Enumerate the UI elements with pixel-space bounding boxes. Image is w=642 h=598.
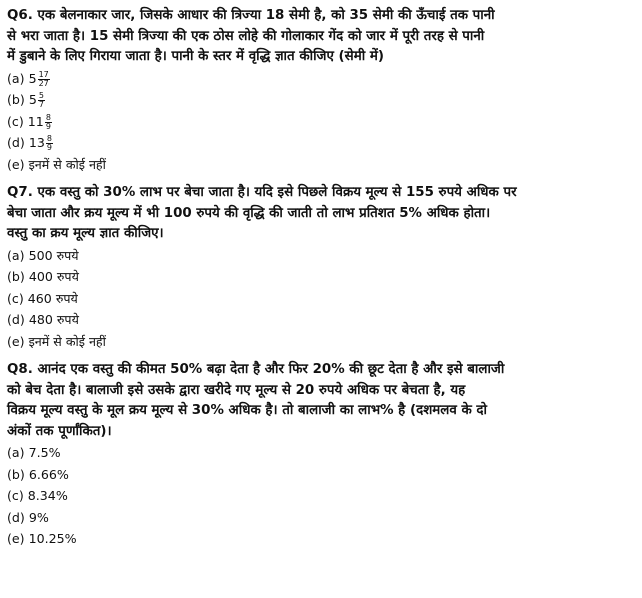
question-7-number: Q7. (7, 185, 33, 200)
fraction-denominator: 7 (38, 100, 44, 109)
question-6-option-a (7, 68, 632, 90)
option-text: इनमें से कोई नहीं (28, 333, 106, 349)
question-7-option-d (7, 309, 632, 331)
question-8-option-b (7, 464, 632, 486)
question-8-option-e (7, 528, 632, 550)
option-whole-number: 11 (27, 113, 44, 129)
option-label: (a) (7, 70, 25, 86)
option-label: (c) (7, 113, 24, 129)
option-fraction (38, 92, 45, 109)
option-label: (d) (7, 312, 25, 327)
question-7-option-a (7, 245, 632, 267)
question-7-text-line-1: एक वस्तु को 30% लाभ पर बेचा जाता है। यदि इसे पिछले विक्रय मूल्य से 155 रुपये अधिक पर (37, 185, 517, 200)
question-6-option-e (7, 154, 632, 176)
question-6-option-d (7, 132, 632, 154)
option-text: 7.5% (28, 445, 61, 460)
fraction-denominator: 27 (38, 78, 49, 88)
question-7-text-line-3: वस्तु का क्रय मूल्य ज्ञात कीजिए। (7, 226, 164, 241)
fraction-numerator: 17 (38, 69, 49, 79)
question-6-option-b (7, 89, 632, 111)
option-label: (d) (7, 509, 25, 525)
option-whole-number: 5 (28, 70, 37, 86)
option-text: 6.66% (28, 466, 69, 482)
question-6-text-line-3: में डुबाने के लिए गिराया जाता है। पानी के स्तर में वृद्धि ज्ञात कीजिए (सेमी में) (7, 49, 384, 64)
question-7-text-line-2: बेचा जाता और क्रय मूल्य में भी 100 रुपये की वृद्धि की जाती तो लाभ प्रतिशत 5% अधिक होता। (7, 205, 491, 221)
fraction-denominator: 9 (46, 143, 52, 152)
question-8-text-line-2: को बेच देता है। बालाजी इसे उसके द्वारा खरीदे गए मूल्य से 20 रुपये अधिक पर बेचता है, यह (7, 382, 466, 398)
fraction-numerator: 8 (45, 112, 51, 122)
fraction-denominator: 9 (45, 121, 51, 131)
option-text: 460 रुपये (27, 290, 78, 306)
option-label: (b) (7, 92, 25, 107)
option-text: 9% (28, 509, 49, 525)
option-text: 8.34% (27, 488, 68, 503)
option-label: (d) (7, 135, 25, 150)
option-label: (c) (7, 488, 24, 503)
option-whole-number: 13 (28, 135, 45, 150)
question-6 (7, 6, 632, 175)
option-fraction (46, 135, 53, 152)
option-text: 480 रुपये (28, 312, 79, 327)
fraction-numerator: 8 (46, 134, 52, 143)
option-label: (a) (7, 247, 25, 263)
option-text: इनमें से कोई नहीं (28, 156, 106, 172)
option-fraction (45, 114, 52, 131)
question-7-option-c (7, 288, 632, 310)
option-label: (e) (7, 531, 25, 546)
question-8-line-1 (7, 360, 632, 381)
option-label: (e) (7, 333, 25, 349)
option-label: (e) (7, 156, 25, 172)
question-8-text-line-3: विक्रय मूल्य वस्तु के मूल क्रय मूल्य से 30% अधिक है। तो बालाजी का लाभ% है (दशमलव के दो (7, 403, 488, 418)
option-text: 500 रुपये (28, 247, 79, 263)
option-label: (b) (7, 269, 25, 284)
question-6-text-line-2: से भरा जाता है। 15 सेमी त्रिज्या की एक ठोस लोहे की गोलाकार गेंद को जार में पूरी तरह से पानी (7, 28, 485, 44)
question-8 (7, 360, 632, 550)
option-fraction (38, 71, 50, 88)
option-label: (b) (7, 466, 25, 482)
question-6-number: Q6. (7, 8, 33, 23)
question-8-text-line-1: आनंद एक वस्तु की कीमत 50% बढ़ा देता है और फिर 20% की छूट देता है और इसे बालाजी (37, 362, 505, 377)
question-8-option-c (7, 485, 632, 507)
question-7-line-1 (7, 183, 632, 204)
question-8-number: Q8. (7, 362, 33, 377)
question-8-option-d (7, 507, 632, 529)
option-label: (c) (7, 290, 24, 306)
question-6-text-line-1: एक बेलनाकार जार, जिसके आधार की त्रिज्या 18 सेमी है, को 35 सेमी की ऊँचाई तक पानी (37, 8, 495, 23)
fraction-numerator: 5 (38, 91, 44, 100)
option-text: 10.25% (28, 531, 77, 546)
option-label: (a) (7, 445, 25, 460)
question-8-text-line-4: अंकों तक पूर्णांकित)। (7, 423, 112, 439)
question-7-option-e (7, 331, 632, 353)
question-7 (7, 183, 632, 352)
question-6-line-1 (7, 6, 632, 27)
question-7-option-b (7, 266, 632, 288)
option-text: 400 रुपये (28, 269, 79, 284)
question-8-option-a (7, 442, 632, 464)
option-whole-number: 5 (28, 92, 37, 107)
question-6-option-c (7, 111, 632, 133)
